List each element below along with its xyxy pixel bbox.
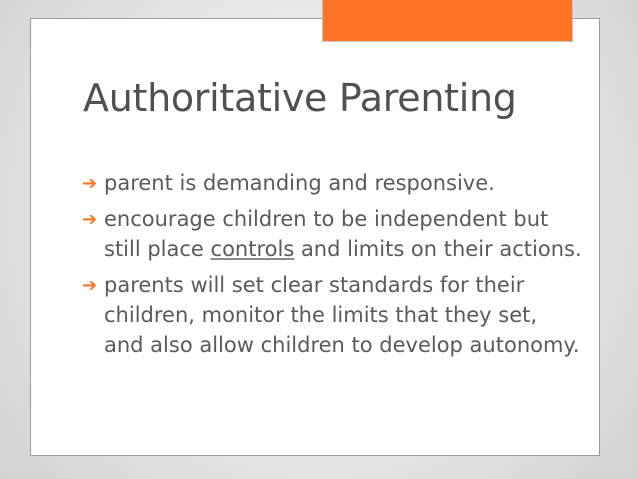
bullet-item-1 (82, 168, 582, 198)
orange-bullet-icon: ➔ (82, 209, 98, 230)
bullet-item-2 (82, 204, 582, 264)
orange-bullet-icon: ➔ (82, 173, 98, 194)
bullet-text: and limits on their actions. (294, 237, 582, 261)
controls-link[interactable]: controls (210, 237, 295, 261)
bullet-text: parent is demanding and responsive. (104, 171, 495, 195)
bullet-item-3 (82, 270, 582, 360)
slide-title: Authoritative Parenting (83, 76, 517, 120)
bullet-list (82, 168, 582, 366)
accent-box (322, 0, 573, 42)
bullet-text: parents will set clear standards for their children, monitor the limits that they set, and also allow children to develop autonomy. (104, 273, 580, 357)
bullet-text: encourage children to be independent but still place (104, 207, 549, 261)
orange-bullet-icon: ➔ (82, 275, 98, 296)
